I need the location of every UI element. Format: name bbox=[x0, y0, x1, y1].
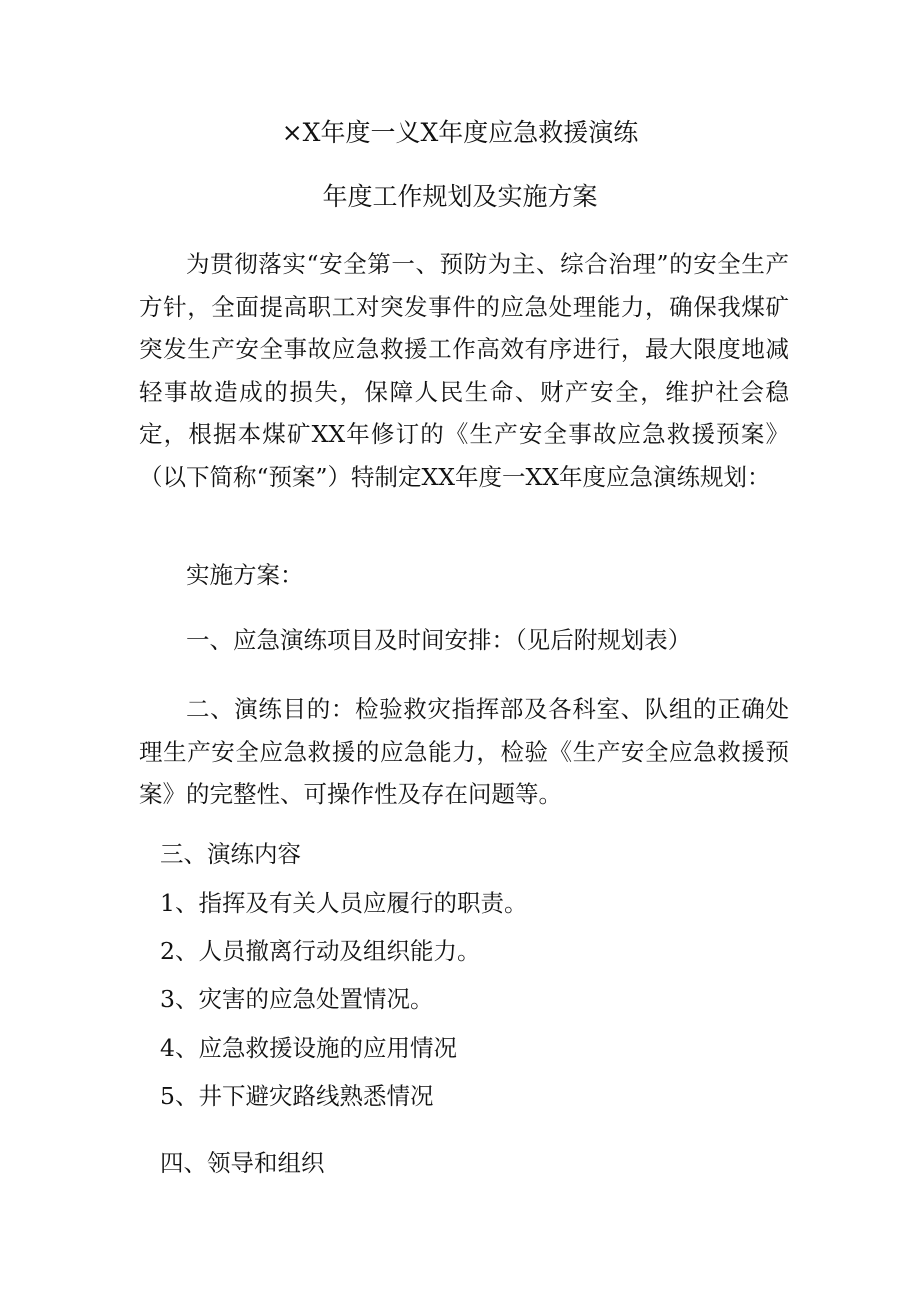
section-1-heading: 一、应急演练项目及时间安排：（见后附规划表） bbox=[186, 626, 692, 654]
intro-paragraph: 为贯彻落实“安全第一、预防为主、综合治理”的安全生产方针，全面提高职工对突发事件的应急处理能力，确保我煤矿突发生产安全事故应急救援工作高效有序进行，最大限度地减轻事故造成的损失，保障人民生命、财产安全，维护社会稳定，根据本煤矿XX年修订的《生产安全事故应急救援预案》（以下简称“预案”）特制定XX年度一XX年度应急演练规划： bbox=[139, 250, 789, 491]
section-3-heading: 三、演练内容 bbox=[160, 840, 301, 868]
section-3-item: 3、灾害的应急处置情况。 bbox=[160, 985, 434, 1013]
document-title-line-2: 年度工作规划及实施方案 bbox=[322, 182, 598, 211]
section-3-item: 5、井下避灾路线熟悉情况 bbox=[160, 1082, 434, 1110]
section-3-item: 1、指挥及有关人员应履行的职责。 bbox=[160, 889, 528, 917]
section-3-item: 4、应急救援设施的应用情况 bbox=[160, 1034, 457, 1062]
section-2-paragraph: 二、演练目的：检验救灾指挥部及各科室、队组的正确处理生产安全应急救援的应急能力，检验《生产安全应急救援预案》的完整性、可操作性及存在问题等。 bbox=[139, 695, 789, 808]
document-title-line-1: ×X年度一义X年度应急救援演练 bbox=[281, 118, 639, 147]
section-4-heading: 四、领导和组织 bbox=[160, 1149, 325, 1177]
section-3-item: 2、人员撤离行动及组织能力。 bbox=[160, 937, 481, 965]
plan-heading: 实施方案： bbox=[186, 561, 304, 589]
